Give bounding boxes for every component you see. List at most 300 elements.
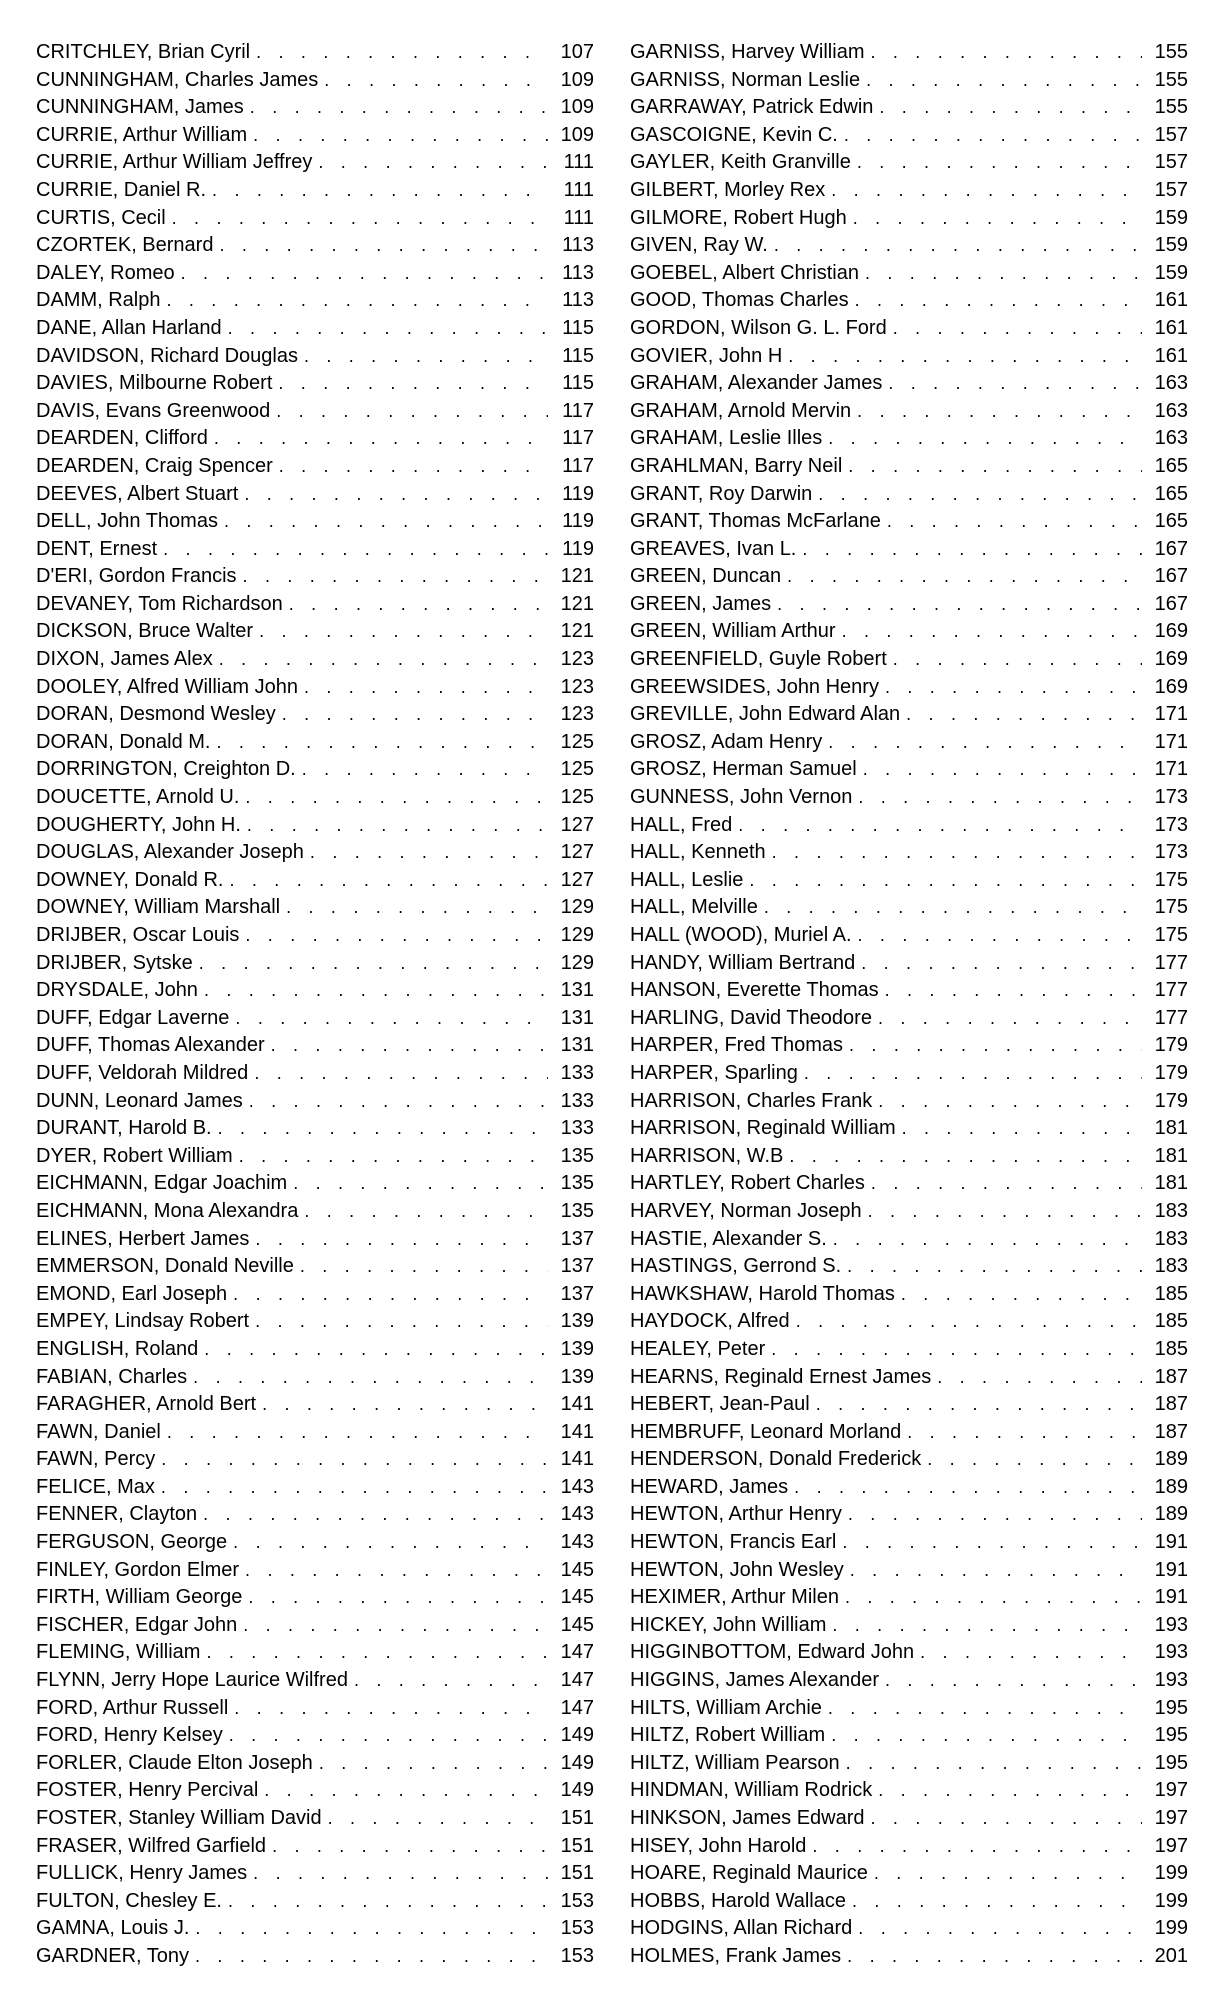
entry-page-number: 151 bbox=[560, 1834, 594, 1857]
entry-page-number: 199 bbox=[1154, 1889, 1188, 1912]
dot-leader bbox=[262, 1391, 548, 1419]
index-entry bbox=[36, 591, 594, 619]
entry-name: HILTS, William Archie bbox=[630, 1696, 822, 1719]
entry-name: DORAN, Donald M. bbox=[36, 730, 211, 753]
dot-leader bbox=[161, 1474, 548, 1502]
dot-leader bbox=[278, 370, 548, 398]
dot-leader bbox=[253, 122, 548, 150]
index-entry bbox=[630, 1391, 1188, 1419]
entry-page-number: 161 bbox=[1154, 289, 1188, 312]
entry-page-number: 123 bbox=[560, 648, 594, 671]
dot-leader bbox=[870, 39, 1142, 67]
entry-name: CURRIE, Arthur William bbox=[36, 123, 248, 146]
entry-page-number: 201 bbox=[1154, 1944, 1188, 1967]
index-entry bbox=[36, 1612, 594, 1640]
dot-leader bbox=[256, 39, 548, 67]
index-entry bbox=[36, 508, 594, 536]
entry-page-number: 175 bbox=[1154, 924, 1188, 946]
dot-leader bbox=[245, 1557, 548, 1585]
dot-leader bbox=[802, 536, 1142, 564]
index-entry bbox=[36, 1529, 594, 1557]
entry-name: DELL, John Thomas bbox=[36, 510, 218, 533]
entry-name: GAYLER, Keith Granville bbox=[630, 151, 851, 174]
index-entry bbox=[36, 1446, 594, 1474]
entry-name: FAWN, Daniel bbox=[36, 1420, 161, 1443]
entry-name: FLEMING, William bbox=[36, 1641, 201, 1664]
entry-name: EICHMANN, Mona Alexandra bbox=[36, 1199, 299, 1222]
entry-name: FABIAN, Charles bbox=[36, 1365, 188, 1388]
entry-name: HEWARD, James bbox=[630, 1475, 789, 1498]
dot-leader bbox=[888, 370, 1142, 398]
index-entry bbox=[36, 922, 594, 950]
dot-leader bbox=[794, 1474, 1142, 1502]
dot-leader bbox=[181, 260, 548, 288]
dot-leader bbox=[885, 977, 1142, 1005]
dot-leader bbox=[796, 1308, 1142, 1336]
entry-name: GOVIER, John H bbox=[630, 344, 783, 367]
index-entry bbox=[630, 922, 1188, 950]
dot-leader bbox=[195, 1915, 548, 1943]
entry-name: ENGLISH, Roland bbox=[36, 1337, 199, 1360]
index-entry bbox=[36, 1005, 594, 1033]
entry-name: DORAN, Desmond Wesley bbox=[36, 703, 276, 726]
entry-page-number: 109 bbox=[560, 123, 594, 146]
dot-leader bbox=[855, 287, 1142, 315]
dot-leader bbox=[218, 1115, 548, 1143]
dot-leader bbox=[276, 398, 548, 426]
entry-page-number: 111 bbox=[563, 206, 594, 229]
entry-name: EMMERSON, Donald Neville bbox=[36, 1255, 294, 1278]
dot-leader bbox=[789, 1143, 1142, 1171]
entry-page-number: 155 bbox=[1154, 68, 1188, 91]
index-entry bbox=[630, 343, 1188, 371]
entry-page-number: 157 bbox=[1154, 178, 1188, 201]
dot-leader bbox=[871, 1170, 1142, 1198]
entry-page-number: 169 bbox=[1154, 648, 1188, 671]
entry-name: EICHMANN, Edgar Joachim bbox=[36, 1172, 288, 1195]
entry-name: HEMBRUFF, Leonard Morland bbox=[630, 1420, 902, 1443]
index-entry bbox=[36, 1888, 594, 1916]
dot-leader bbox=[738, 812, 1142, 840]
entry-page-number: 197 bbox=[1154, 1834, 1188, 1857]
entry-page-number: 193 bbox=[1154, 1641, 1188, 1664]
entry-name: HIGGINBOTTOM, Edward John bbox=[630, 1641, 915, 1664]
index-entry bbox=[630, 563, 1188, 591]
dot-leader bbox=[167, 1419, 548, 1447]
dot-leader bbox=[893, 315, 1142, 343]
entry-name: HAYDOCK, Alfred bbox=[630, 1310, 790, 1333]
index-column-left bbox=[36, 39, 594, 1971]
entry-name: GRAHAM, Arnold Mervin bbox=[630, 399, 852, 422]
index-entry bbox=[36, 1695, 594, 1723]
entry-page-number: 163 bbox=[1154, 399, 1188, 422]
entry-page-number: 129 bbox=[560, 951, 594, 974]
index-entry bbox=[36, 1915, 594, 1943]
entry-page-number: 145 bbox=[560, 1613, 594, 1636]
dot-leader bbox=[777, 591, 1142, 619]
entry-name: CUNNINGHAM, Charles James bbox=[36, 68, 319, 91]
index-entry bbox=[630, 1419, 1188, 1447]
entry-name: GRAHAM, Leslie Illes bbox=[630, 427, 823, 450]
entry-page-number: 143 bbox=[560, 1475, 594, 1498]
entry-page-number: 109 bbox=[560, 96, 594, 119]
dot-leader bbox=[228, 315, 548, 343]
entry-name: DICKSON, Bruce Walter bbox=[36, 620, 254, 643]
index-column-right bbox=[630, 39, 1188, 1971]
entry-name: GREEN, Duncan bbox=[630, 565, 782, 588]
entry-name: HALL, Kenneth bbox=[630, 841, 766, 864]
index-entry bbox=[630, 425, 1188, 453]
dot-leader bbox=[893, 646, 1142, 674]
entry-name: HARPER, Fred Thomas bbox=[630, 1034, 844, 1057]
entry-page-number: 181 bbox=[1154, 1172, 1188, 1195]
entry-name: HODGINS, Allan Richard bbox=[630, 1917, 853, 1940]
dot-leader bbox=[214, 425, 548, 453]
index-entry bbox=[36, 1750, 594, 1778]
dot-leader bbox=[842, 618, 1142, 646]
entry-page-number: 167 bbox=[1154, 565, 1188, 588]
dot-leader bbox=[871, 1805, 1142, 1833]
entry-page-number: 167 bbox=[1154, 537, 1188, 560]
entry-name: CURRIE, Daniel R. bbox=[36, 178, 207, 201]
entry-name: GUNNESS, John Vernon bbox=[630, 786, 853, 809]
dot-leader bbox=[255, 1226, 548, 1254]
entry-name: GOOD, Thomas Charles bbox=[630, 289, 849, 312]
dot-leader bbox=[328, 1805, 548, 1833]
entry-page-number: 113 bbox=[562, 234, 594, 257]
entry-page-number: 141 bbox=[560, 1448, 594, 1471]
dot-leader bbox=[845, 1584, 1142, 1612]
dot-leader bbox=[264, 1777, 548, 1805]
entry-page-number: 143 bbox=[560, 1503, 594, 1526]
dot-leader bbox=[243, 563, 548, 591]
dot-leader bbox=[286, 894, 548, 922]
entry-page-number: 161 bbox=[1154, 316, 1188, 339]
index-entry bbox=[630, 122, 1188, 150]
entry-page-number: 183 bbox=[1154, 1255, 1188, 1278]
entry-name: GRANT, Thomas McFarlane bbox=[630, 510, 881, 533]
dot-leader bbox=[161, 1446, 548, 1474]
index-entry bbox=[36, 149, 594, 177]
entry-name: GRANT, Roy Darwin bbox=[630, 482, 813, 505]
index-entry bbox=[630, 67, 1188, 95]
entry-page-number: 173 bbox=[1154, 786, 1188, 809]
index-entry bbox=[630, 1060, 1188, 1088]
dot-leader bbox=[847, 1253, 1142, 1281]
entry-page-number: 123 bbox=[560, 703, 594, 726]
entry-name: DOUCETTE, Arnold U. bbox=[36, 786, 240, 809]
index-entry bbox=[630, 1364, 1188, 1392]
entry-name: HARRISON, Charles Frank bbox=[630, 1089, 873, 1112]
index-entry bbox=[630, 867, 1188, 895]
entry-page-number: 173 bbox=[1154, 813, 1188, 836]
index-entry bbox=[630, 260, 1188, 288]
entry-name: DOWNEY, Donald R. bbox=[36, 868, 224, 891]
index-entry bbox=[630, 1860, 1188, 1888]
index-entry bbox=[36, 398, 594, 426]
entry-page-number: 175 bbox=[1154, 896, 1188, 919]
entry-name: DEEVES, Albert Stuart bbox=[36, 482, 239, 505]
entry-name: HILTZ, Robert William bbox=[630, 1724, 826, 1747]
dot-leader bbox=[865, 260, 1142, 288]
entry-page-number: 127 bbox=[560, 841, 594, 864]
index-entry bbox=[630, 784, 1188, 812]
dot-leader bbox=[878, 1777, 1142, 1805]
index-entry bbox=[36, 425, 594, 453]
dot-leader bbox=[324, 67, 548, 95]
dot-leader bbox=[228, 1888, 548, 1916]
dot-leader bbox=[772, 839, 1142, 867]
entry-page-number: 135 bbox=[560, 1172, 594, 1195]
dot-leader bbox=[272, 1833, 548, 1861]
entry-page-number: 133 bbox=[560, 1089, 594, 1112]
index-entry bbox=[630, 1281, 1188, 1309]
dot-leader bbox=[846, 1750, 1142, 1778]
dot-leader bbox=[233, 1281, 548, 1309]
index-entry bbox=[630, 287, 1188, 315]
entry-name: GREEWSIDES, John Henry bbox=[630, 675, 879, 698]
index-entry bbox=[36, 122, 594, 150]
entry-name: HICKEY, John William bbox=[630, 1613, 827, 1636]
index-entry bbox=[630, 398, 1188, 426]
dot-leader bbox=[163, 536, 548, 564]
entry-page-number: 165 bbox=[1154, 482, 1188, 505]
entry-page-number: 169 bbox=[1154, 675, 1188, 698]
dot-leader bbox=[878, 1088, 1142, 1116]
dot-leader bbox=[244, 481, 548, 509]
index-entry bbox=[630, 315, 1188, 343]
entry-name: DENT, Ernest bbox=[36, 537, 158, 560]
index-entry bbox=[630, 646, 1188, 674]
entry-page-number: 109 bbox=[560, 68, 594, 91]
entry-name: CURRIE, Arthur William Jeffrey bbox=[36, 151, 313, 174]
entry-page-number: 147 bbox=[560, 1641, 594, 1664]
entry-page-number: 119 bbox=[562, 482, 594, 505]
dot-leader bbox=[249, 1088, 548, 1116]
dot-leader bbox=[304, 674, 548, 702]
entry-name: HEWTON, John Wesley bbox=[630, 1558, 844, 1581]
entry-name: FELICE, Max bbox=[36, 1475, 155, 1498]
entry-name: DEARDEN, Clifford bbox=[36, 427, 208, 450]
dot-leader bbox=[289, 591, 548, 619]
index-entry bbox=[36, 1391, 594, 1419]
dot-leader bbox=[920, 1639, 1142, 1667]
dot-leader bbox=[224, 508, 548, 536]
entry-page-number: 195 bbox=[1154, 1751, 1188, 1774]
index-entry bbox=[630, 1253, 1188, 1281]
index-entry bbox=[630, 1032, 1188, 1060]
dot-leader bbox=[902, 1115, 1142, 1143]
entry-page-number: 183 bbox=[1154, 1227, 1188, 1250]
dot-leader bbox=[816, 1391, 1142, 1419]
entry-name: DYER, Robert William bbox=[36, 1144, 233, 1167]
index-entry bbox=[630, 1943, 1188, 1971]
entry-page-number: 147 bbox=[560, 1696, 594, 1719]
entry-name: DUFF, Edgar Laverne bbox=[36, 1006, 230, 1029]
entry-page-number: 187 bbox=[1154, 1420, 1188, 1443]
dot-leader bbox=[172, 205, 548, 233]
entry-page-number: 131 bbox=[560, 1006, 594, 1029]
dot-leader bbox=[788, 343, 1142, 371]
entry-page-number: 159 bbox=[1154, 234, 1188, 257]
entry-page-number: 147 bbox=[560, 1669, 594, 1692]
entry-page-number: 137 bbox=[560, 1255, 594, 1278]
entry-name: GARNISS, Harvey William bbox=[630, 41, 865, 63]
dot-leader bbox=[848, 453, 1142, 481]
entry-name: FOSTER, Stanley William David bbox=[36, 1807, 322, 1829]
index-entry bbox=[630, 481, 1188, 509]
entry-page-number: 141 bbox=[560, 1393, 594, 1416]
dot-leader bbox=[204, 1336, 548, 1364]
entry-name: HARVEY, Norman Joseph bbox=[630, 1199, 862, 1222]
dot-leader bbox=[937, 1364, 1142, 1392]
dot-leader bbox=[206, 1639, 548, 1667]
entry-page-number: 127 bbox=[560, 868, 594, 891]
index-entry bbox=[630, 1584, 1188, 1612]
entry-name: HEXIMER, Arthur Milen bbox=[630, 1586, 839, 1609]
index-entry bbox=[630, 977, 1188, 1005]
entry-page-number: 117 bbox=[562, 454, 594, 477]
dot-leader bbox=[842, 1529, 1142, 1557]
entry-name: GROSZ, Herman Samuel bbox=[630, 758, 857, 781]
dot-leader bbox=[304, 343, 548, 371]
index-entry bbox=[36, 563, 594, 591]
dot-leader bbox=[818, 481, 1142, 509]
index-entry bbox=[36, 1253, 594, 1281]
index-entry bbox=[36, 784, 594, 812]
dot-leader bbox=[866, 67, 1142, 95]
entry-page-number: 139 bbox=[560, 1310, 594, 1333]
entry-page-number: 197 bbox=[1154, 1779, 1188, 1802]
dot-leader bbox=[217, 729, 549, 757]
entry-name: DEARDEN, Craig Spencer bbox=[36, 454, 273, 477]
index-entry bbox=[36, 1170, 594, 1198]
entry-name: DOUGLAS, Alexander Joseph bbox=[36, 841, 304, 864]
entry-page-number: 133 bbox=[560, 1061, 594, 1084]
index-entry bbox=[36, 536, 594, 564]
entry-page-number: 137 bbox=[560, 1282, 594, 1305]
entry-name: FORD, Arthur Russell bbox=[36, 1696, 229, 1719]
entry-page-number: 177 bbox=[1154, 979, 1188, 1002]
index-entry bbox=[630, 674, 1188, 702]
index-entry bbox=[36, 1722, 594, 1750]
dot-leader bbox=[831, 177, 1142, 205]
entry-name: HEWTON, Arthur Henry bbox=[630, 1503, 842, 1526]
index-entry bbox=[630, 1557, 1188, 1585]
dot-leader bbox=[279, 453, 548, 481]
dot-leader bbox=[300, 1253, 548, 1281]
index-entry bbox=[36, 674, 594, 702]
index-entry bbox=[630, 729, 1188, 757]
dot-leader bbox=[229, 867, 548, 895]
entry-name: CRITCHLEY, Brian Cyril bbox=[36, 41, 251, 63]
entry-page-number: 195 bbox=[1154, 1696, 1188, 1719]
entry-name: DOUGHERTY, John H. bbox=[36, 813, 241, 836]
entry-name: FORD, Henry Kelsey bbox=[36, 1724, 223, 1747]
index-entry bbox=[630, 1115, 1188, 1143]
entry-name: CURTIS, Cecil bbox=[36, 206, 166, 229]
dot-leader bbox=[203, 1501, 548, 1529]
index-entry bbox=[36, 370, 594, 398]
dot-leader bbox=[857, 149, 1142, 177]
entry-page-number: 155 bbox=[1154, 41, 1188, 63]
entry-name: DUNN, Leonard James bbox=[36, 1089, 243, 1112]
entry-name: HASTINGS, Gerrond S. bbox=[630, 1255, 842, 1278]
entry-name: HISEY, John Harold bbox=[630, 1834, 807, 1857]
dot-leader bbox=[219, 646, 548, 674]
dot-leader bbox=[849, 1032, 1142, 1060]
entry-page-number: 161 bbox=[1154, 344, 1188, 367]
entry-name: HOARE, Reginald Maurice bbox=[630, 1862, 868, 1885]
dot-leader bbox=[847, 1943, 1142, 1971]
entry-page-number: 177 bbox=[1154, 1006, 1188, 1029]
index-entry bbox=[36, 812, 594, 840]
entry-page-number: 125 bbox=[560, 786, 594, 809]
entry-page-number: 179 bbox=[1154, 1089, 1188, 1112]
entry-page-number: 127 bbox=[560, 813, 594, 836]
dot-leader bbox=[787, 563, 1142, 591]
entry-name: GRAHAM, Alexander James bbox=[630, 372, 883, 395]
entry-name: EMOND, Earl Joseph bbox=[36, 1282, 228, 1305]
entry-name: HALL, Leslie bbox=[630, 868, 744, 891]
dot-leader bbox=[853, 205, 1142, 233]
entry-name: FISCHER, Edgar John bbox=[36, 1613, 238, 1636]
entry-name: DURANT, Harold B. bbox=[36, 1117, 212, 1140]
entry-page-number: 113 bbox=[562, 261, 594, 284]
index-entry bbox=[630, 177, 1188, 205]
index-entry bbox=[630, 232, 1188, 260]
entry-name: HIGGINS, James Alexander bbox=[630, 1669, 879, 1692]
entry-name: HASTIE, Alexander S. bbox=[630, 1227, 827, 1250]
dot-leader bbox=[310, 839, 548, 867]
dot-leader bbox=[253, 1860, 548, 1888]
entry-page-number: 181 bbox=[1154, 1117, 1188, 1140]
entry-page-number: 159 bbox=[1154, 206, 1188, 229]
index-entry bbox=[36, 1419, 594, 1447]
entry-name: GORDON, Wilson G. L. Ford bbox=[630, 316, 887, 339]
entry-page-number: 197 bbox=[1154, 1807, 1188, 1829]
entry-name: DUFF, Thomas Alexander bbox=[36, 1034, 265, 1057]
entry-name: FINLEY, Gordon Elmer bbox=[36, 1558, 240, 1581]
entry-name: DAMM, Ralph bbox=[36, 289, 161, 312]
index-entry bbox=[630, 1170, 1188, 1198]
entry-name: FAWN, Percy bbox=[36, 1448, 156, 1471]
entry-page-number: 131 bbox=[560, 979, 594, 1002]
entry-page-number: 173 bbox=[1154, 841, 1188, 864]
entry-name: DEVANEY, Tom Richardson bbox=[36, 592, 283, 615]
dot-leader bbox=[248, 1584, 548, 1612]
index-entry bbox=[36, 67, 594, 95]
entry-name: GILMORE, Robert Hugh bbox=[630, 206, 847, 229]
index-entry bbox=[630, 1695, 1188, 1723]
entry-name: HILTZ, William Pearson bbox=[630, 1751, 840, 1774]
index-entry bbox=[630, 149, 1188, 177]
index-entry bbox=[630, 950, 1188, 978]
dot-leader bbox=[885, 674, 1142, 702]
dot-leader bbox=[832, 1612, 1142, 1640]
entry-page-number: 123 bbox=[560, 675, 594, 698]
entry-page-number: 115 bbox=[562, 316, 594, 339]
entry-page-number: 107 bbox=[560, 41, 594, 63]
entry-page-number: 125 bbox=[560, 758, 594, 781]
index-entry bbox=[630, 591, 1188, 619]
dot-leader bbox=[234, 1695, 548, 1723]
index-entry bbox=[36, 1198, 594, 1226]
index-entry bbox=[36, 1226, 594, 1254]
entry-page-number: 157 bbox=[1154, 123, 1188, 146]
index-entry bbox=[36, 453, 594, 481]
index-entry bbox=[36, 315, 594, 343]
